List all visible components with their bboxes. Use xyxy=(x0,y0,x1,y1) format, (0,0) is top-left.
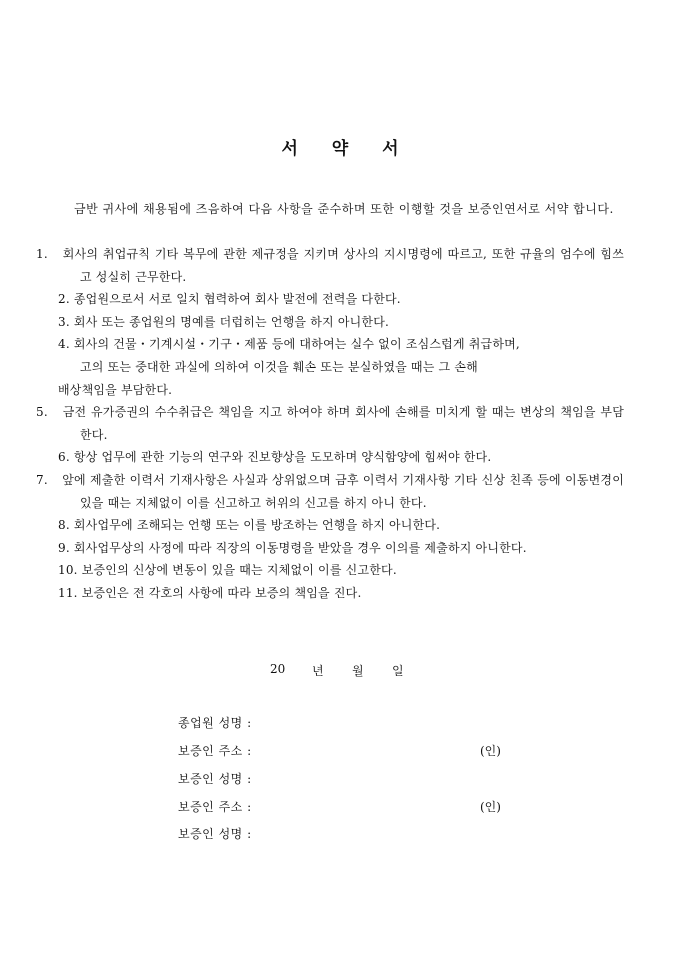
item-text: 보증인의 신상에 변동이 있을 때는 지체없이 이를 신고한다. xyxy=(81,563,397,578)
signature-label: 보증인 성명 : xyxy=(178,772,252,786)
item-number: 8. xyxy=(58,518,70,533)
pledge-item-2 xyxy=(58,288,624,311)
pledge-item-9 xyxy=(58,537,624,560)
date-year: 년 xyxy=(312,664,324,678)
item-text: 항상 업무에 관한 기능의 연구와 진보향상을 도모하며 양식함양에 힘써야 한다. xyxy=(73,450,492,465)
intro-paragraph: 금반 귀사에 채용됨에 즈음하여 다음 사항을 준수하며 또한 이행할 것을 보증인연서로 서약 합니다. xyxy=(74,202,614,216)
pledge-item-4 xyxy=(58,333,624,401)
item-text: 종업원으로서 서로 일치 협력하여 회사 발전에 전력을 다한다. xyxy=(73,292,401,307)
signature-label: 보증인 주소 : xyxy=(178,744,252,758)
signature-label: 종업원 성명 : xyxy=(178,716,252,730)
date-year-prefix: 20 xyxy=(270,662,286,676)
date-line xyxy=(0,662,680,682)
seal-mark: (인) xyxy=(480,744,501,758)
pledge-item-10 xyxy=(58,559,624,582)
item-number: 11. xyxy=(58,585,78,600)
pledge-item-8 xyxy=(58,514,624,537)
signature-label: 보증인 성명 : xyxy=(178,827,252,841)
seal-mark: (인) xyxy=(480,800,501,814)
pledge-item-3 xyxy=(58,311,624,334)
pledge-item-11 xyxy=(58,582,624,605)
item-text: 회사 또는 종업원의 명예를 더럽히는 언행을 하지 아니한다. xyxy=(73,314,390,329)
item-text: 앞에 제출한 이력서 기재사항은 사실과 상위없으며 금후 이력서 기재사항 기타 신상 친족 등에 이동변경이 있을 때는 지체없이 이를 신고하고 허위의 신고를 하지 아니 한다. xyxy=(62,472,625,510)
pledge-item-7: 7. 앞에 제출한 이력서 기재사항은 사실과 상위없으며 금후 이력서 기재사항 기타 신상 친족 등에 이동변경이 있을 때는 지체없이 이를 신고하고 허위의 신고를 하지 아니 한다. xyxy=(36,472,625,510)
item-text: 회사업무상의 사정에 따라 직장의 이동명령을 받았을 경우 이의를 제출하지 아니한다. xyxy=(73,540,527,555)
pledge-list xyxy=(36,243,625,605)
item-number: 9. xyxy=(58,540,70,555)
item-number: 4. xyxy=(58,337,70,352)
signature-label: 보증인 주소 : xyxy=(178,800,252,814)
item-number: 3. xyxy=(58,314,70,329)
item-number: 6. xyxy=(58,450,70,465)
date-month: 월 xyxy=(352,664,364,678)
document-title: 서 약 서 xyxy=(281,139,413,159)
item-text-line3: 배상책임을 부담한다. xyxy=(58,382,173,397)
item-text: 회사의 취업규칙 기타 복무에 관한 제규정을 지키며 상사의 지시명령에 따르고, 또한 규율의 엄수에 힘쓰고 성실히 근무한다. xyxy=(62,247,624,284)
item-text: 금전 유가증권의 수수취급은 책임을 지고 하여야 하며 회사에 손해를 미치게 할 때는 변상의 책임을 부담한다. xyxy=(62,405,624,442)
pledge-item-1: 1. 회사의 취업규칙 기타 복무에 관한 제규정을 지키며 상사의 지시명령에 따르고, 또한 규율의 엄수에 힘쓰고 성실히 근무한다. xyxy=(36,247,624,284)
item-number: 2. xyxy=(58,292,70,307)
item-text-line1: 회사의 건물・기계시설・기구・제품 등에 대하여는 실수 없이 조심스럽게 취급하며, xyxy=(73,337,520,352)
item-text: 보증인은 전 각호의 사항에 따라 보증의 책임을 진다. xyxy=(81,585,362,600)
item-text: 회사업무에 조해되는 언행 또는 이를 방조하는 언행을 하지 아니한다. xyxy=(73,518,441,533)
pledge-item-5: 5. 금전 유가증권의 수수취급은 책임을 지고 하여야 하며 회사에 손해를 미치게 할 때는 변상의 책임을 부담한다. xyxy=(36,405,624,442)
item-number: 10. xyxy=(58,563,78,578)
item-text-line2: 고의 또는 중대한 과실에 의하여 이것을 훼손 또는 분실하였을 때는 그 손해 xyxy=(80,359,478,374)
pledge-item-6 xyxy=(58,446,624,469)
date-day: 일 xyxy=(392,664,404,678)
